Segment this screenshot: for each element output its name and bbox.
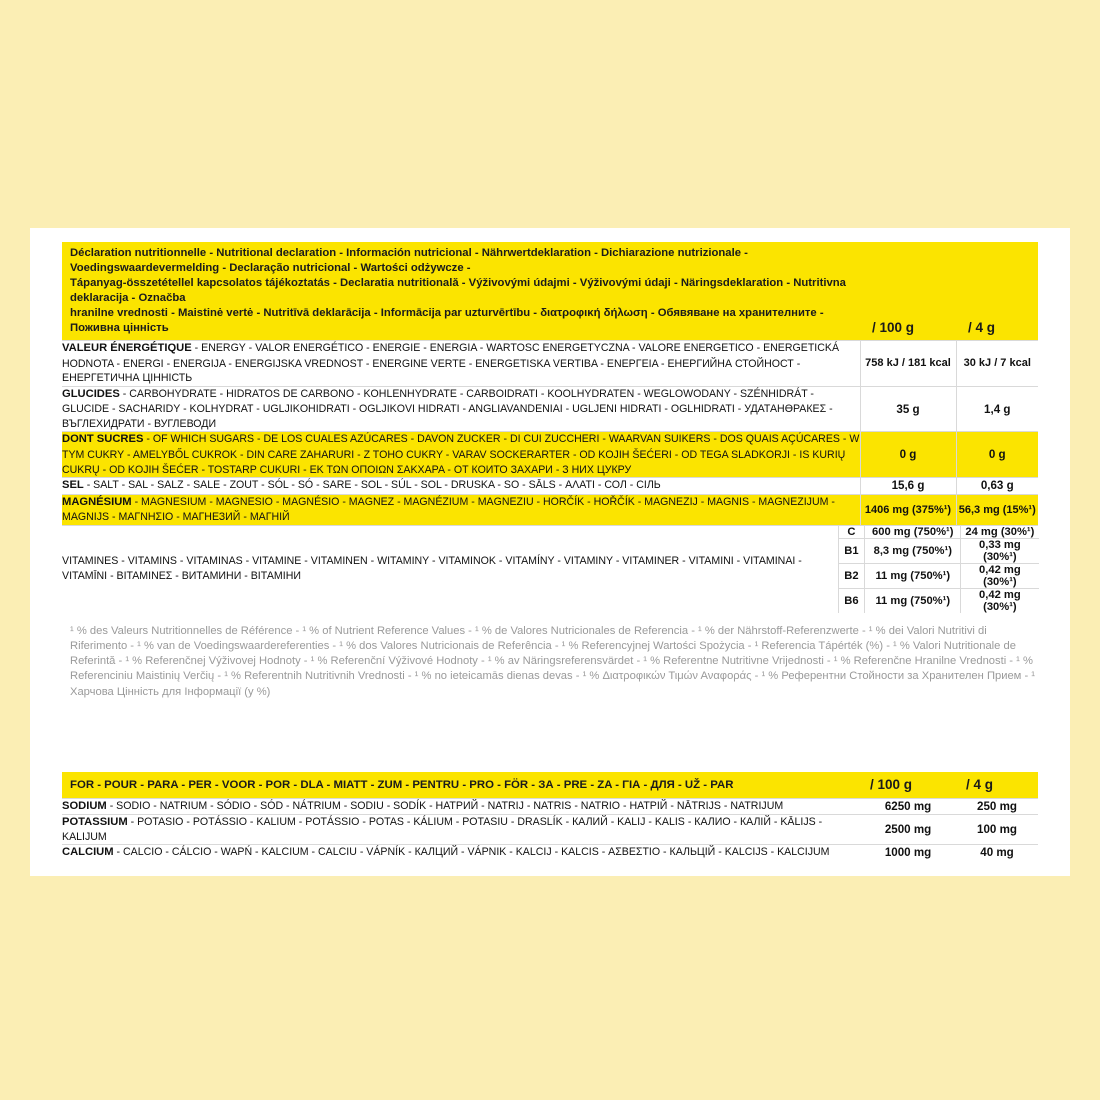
row-calcium-per-4g: 40 mg [980,846,1014,860]
label-sheet [30,228,1070,876]
row-name-rest: - VITAMINS - VITAMINAS - VITAMINE - VITAMINEN - WITAMINY - VITAMINOK - VITAMÍNY - VITAMINY - VITAMINER - VITAMINI - VITAMINAI -VITAMĪNI - ΒΙΤΑΜΙΝΕΣ - ВИТАМИНИ - ВІТАМІНИ [62,555,802,583]
row-label-magnesium [62,494,860,525]
row-magnesium-per-4g: 56,3 mg (15%¹) [956,494,1038,525]
row-label-sodium [62,798,860,814]
row-sodium-per-100g: 6250 mg [884,799,932,813]
row-name-rest: - SALT - SAL - SALZ - SALE - ZOUT - SÓL - SÓ - SARE - SOL - SÚL - SOL - DRUSKA - SO - SĀLS - ΑΛΑΤΙ - СОЛ - СІЛЬ [83,479,661,492]
row-name-rest: - SODIO - NATRIUM - SÓDIO - SÓD - NÁTRIUM - SODIU - SODÍK - НАТРИЙ - NATRIJ - NATRIS - NATRIO - НАТРІЙ - NĀTRIJS - NATRIJUM [106,799,784,812]
row-label-calcium [62,845,860,861]
row-name-strong: VALEUR ÉNERGÉTIQUE [62,342,192,355]
vitamin-b2-per-100g: 11 mg (750%¹) [865,563,961,588]
row-potassium-per-4g: 100 mg [977,823,1017,837]
minerals-table [62,772,1038,861]
row-name-strong: GLUCIDES [62,387,120,400]
vitamin-row-b6 [839,588,1039,613]
vitamin-b1-label: B1 [839,538,865,563]
table-row-sugars [62,432,1038,478]
vitamin-row-b2 [839,563,1039,588]
header-line-3: hranilne vrednosti - Maistinė vertė - Nutritīvā deklarācija - Informācija par uzturvērtību - διατροφική δήλωση - Обявяване на хранителните - Поживна цінність [70,307,824,335]
row-name-rest: - MAGNESIUM - MAGNESIO - MAGNÉSIO - MAGNEZ - MAGNÉZIUM - MAGNEZIU - HORČÍK - HOŘČÍK - MAGNEZIJ - MAGNIS - MAGNEZIJUM - MAGNIJS - ΜΑΓΝΗΣΙΟ - МАГНЕЗИЙ - МАГНІЙ [62,495,835,524]
row-label-sugars [62,432,860,478]
table1-col-per-4g: / 4 g [968,320,996,336]
vitamin-c-per-100g: 600 mg (750%¹) [865,526,961,539]
vitamin-b1-per-100g: 8,3 mg (750%¹) [865,538,961,563]
vitamin-b6-per-100g: 11 mg (750%¹) [865,588,961,613]
vitamin-b6-label: B6 [839,588,865,613]
row-label-salt [62,478,860,494]
table1-header-row [62,242,1038,341]
row-sodium-per-4g: 250 mg [977,799,1017,813]
table1-col-per-100g: / 100 g [872,320,915,336]
row-label-potassium [62,814,860,844]
row-name-strong: VITAMINES [62,555,119,568]
label-content [62,242,1038,860]
row-name-rest: - CALCIO - CÁLCIO - WAPŃ - KALCIUM - CALCIU - VÁPNÍK - КАЛЦИЙ - VÁPNIK - KALCIJ - KALCIS - ΑΣΒΕΣΤΙΟ - КАЛЬЦІЙ - KALCIJS - KALCIJUM [113,846,830,859]
row-energy-per-100g: 758 kJ / 181 kcal [860,341,956,387]
row-label-energy [62,341,860,387]
row-label-vitamins [62,525,838,613]
row-name-rest: - CARBOHYDRATE - HIDRATOS DE CARBONO - KOHLENHYDRATE - CARBOIDRATI - KOOLHYDRATEN - WEGLOWODANY - SZÉNHIDRÁT - GLUCIDE - SACHARIDY - KOLHYDRAT - UGLJIKOHIDRATI - OGLJIKOVI HIDRATI - ANGLIAVANDENIAI - UGLJENI HIDRATI - OGLHIDRATI - УДАТАНӨРАКЕΣ - ВЪГЛЕХИДРАТИ - ВУГЛЕВОДИ [62,387,833,430]
section-spacer [62,700,1038,772]
row-name-strong: SEL [62,479,84,492]
table2-header-row [62,772,1038,799]
table-row-vitamins [62,525,1038,613]
row-name-rest: - ENERGY - VALOR ENERGÉTICO - ENERGIE - ENERGIA - WARTOSC ENERGETYCZNA - VALORE ENERGETICO - ENERGETICKÁ HODNOTA - ENERGI - ENERGIJA - ENERGIJSKA VREDNOST - ENERGINE VERTE - ENERGETISKA VERTIBA - ΕΝΕΡΓΕΙΑ - ЕНЕРГИЙНА СТОЙНОСТ - ЕНЕРГЕТИЧНА ЦІННІСТЬ [62,342,840,385]
row-carbohydrate-per-100g: 35 g [860,386,956,432]
row-name-strong: SODIUM [62,799,107,812]
vitamins-sub-table-cell [838,525,1038,613]
row-name-strong: CALCIUM [62,846,114,859]
vitamin-row-c [839,526,1039,539]
row-sugars-per-4g: 0 g [956,432,1038,478]
row-name-rest: - OF WHICH SUGARS - DE LOS CUALES AZÚCARES - DAVON ZUCKER - DI CUI ZUCCHERI - WAARVAN SUIKERS - DOS QUAIS AÇÚCARES - W TYM CUKRY - AMELYBŐL CUKROK - DIN CARE ZAHARURI - Z TOHO CUKRY - VARAV SOCKERARTER - OD KOJIH ŠEĆERI - OD TEGA SLADKORJI - IS KURIŲ CUKRŲ - OD KOJIH ŠEĆER - TOSTARP CUKURI - ΕΚ ΤΩΝ ΟΠΟΙΩΝ ΣΑΚΧΑΡΑ - ОТ КОИТО ЗАХАРИ - З НИХ ЦУКРУ [62,433,860,476]
vitamins-sub-table [839,526,1039,613]
table2-header-languages [62,772,860,799]
row-energy-per-4g: 30 kJ / 7 kcal [956,341,1038,387]
table-row-salt [62,478,1038,494]
table-row-potassium [62,814,1038,844]
vitamin-c-label: C [847,525,856,538]
row-name-strong: POTASSIUM [62,815,128,828]
vitamin-b6-per-4g: 0,42 mg (30%¹) [961,588,1039,613]
vitamin-c-per-4g: 24 mg (30%¹) [961,526,1039,539]
row-name-strong: DONT SUCRES [62,433,144,446]
row-magnesium-per-100g: 1406 mg (375%¹) [860,494,956,525]
vitamin-row-b1 [839,538,1039,563]
row-label-carbohydrate [62,386,860,432]
header-line-1: Déclaration nutritionnelle - Nutritional declaration - Información nutricional - Nährwertdeklaration - Dichiarazione nutrizionale - Voedingswaardevermelding - Declaração nutricional - Wartości odżywcze - [70,247,748,275]
vitamin-b2-label: B2 [839,563,865,588]
table2-col-per-4g: / 4 g [966,777,994,793]
row-sugars-per-100g: 0 g [860,432,956,478]
table2-header-text: FOR - POUR - PARA - PER - VOOR - POR - DLA - MIATT - ZUM - PENTRU - PRO - FÖR - ЗА - PRE - ZA - ΓΙΑ - ДЛЯ - UŽ - PAR [70,778,734,791]
row-potassium-per-100g: 2500 mg [884,823,932,837]
row-salt-per-4g: 0,63 g [956,478,1038,494]
nutrition-declaration-table [62,242,1038,613]
table-row-calcium [62,845,1038,861]
table-row-magnesium [62,494,1038,525]
table-row-carbohydrate [62,386,1038,432]
reference-values-footnote: ¹ % des Valeurs Nutritionnelles de Référence - ¹ % of Nutrient Reference Values - ¹ % de Valores Nutricionales de Referencia - ¹ % der Nährstoff-Referenzwerte - ¹ % dei Valori Nutritivi di Riferimento - ¹ % van de Voedingswaardereferenties - ¹ % dos Valores Nutricionais de Referência - ¹ % Referencyjnej Wartości Spożycia - ¹ Referencia Tápérték (%) - ¹ % Valori Nutritionale de Referintă - ¹ % Referenčnej Výživovej Hodnoty - ¹ % Referenční Výživové Hodnoty - ¹ % av Näringsreferensvärdet - ¹ % Referentne Nutritivne Vrijednosti - ¹ % Referenčne Hranilne Vrednosti - ¹ % Referenciniu Maistinių Verčių - ¹ % Referentnih Nutritivnih Vrednosti - ¹ % no ieteicamās dienas devas - ¹ % Διατροφικών Τιμών Αναφοράς - ¹ % Референтни Стойности за Хранителен Прием - ¹ Харчова Цінність для Інформації (у %) [70,624,1036,698]
row-carbohydrate-per-4g: 1,4 g [956,386,1038,432]
row-name-strong: MAGNÉSIUM [62,495,132,508]
table2-col-per-100g: / 100 g [870,777,913,793]
vitamin-b2-per-4g: 0,42 mg (30%¹) [961,563,1039,588]
table-row-energy [62,341,1038,387]
vitamin-b1-per-4g: 0,33 mg (30%¹) [961,538,1039,563]
row-salt-per-100g: 15,6 g [860,478,956,494]
row-name-rest: - POTASIO - POTÁSSIO - KALIUM - POTÁSSIO - POTAS - KÁLIUM - POTASIU - DRASLÍK - КАЛИЙ - KALIJ - KALIS - КАЛИО - КАЛІЙ - KĀLIJS - KALIJUM [62,815,823,844]
header-line-2: Tápanyag-összetétellel kapcsolatos tájékoztatás - Declaratia nutritională - Výživovými údajmi - Výživovými údaji - Näringsdeklaration - Nutritivna deklaracija - Označba [70,277,846,305]
table1-header-languages [62,242,860,341]
table-row-sodium [62,798,1038,814]
row-calcium-per-100g: 1000 mg [884,846,932,860]
